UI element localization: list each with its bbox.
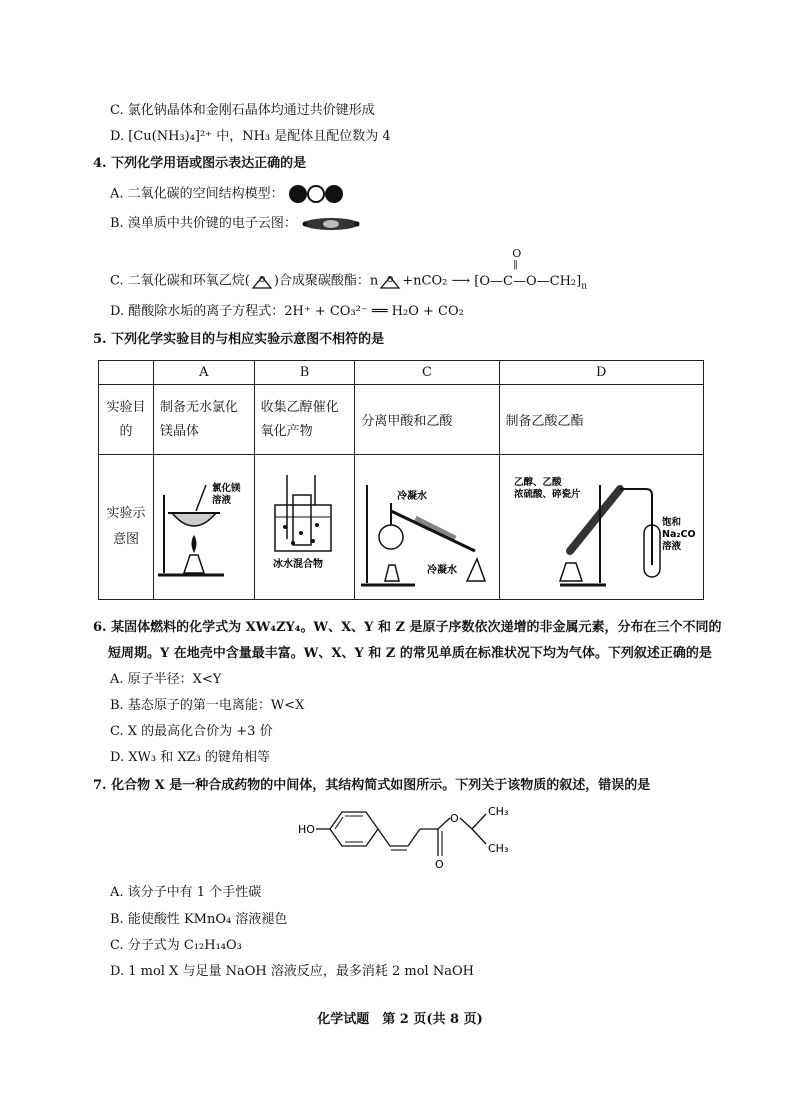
q6-option-d: D. XW₃ 和 XZ₃ 的键角相等 (110, 750, 270, 765)
col-header-d: D (499, 361, 703, 385)
polycarbonate-formula: [O—C—O—CH₂] (474, 273, 582, 289)
q5-stem: 5. 下列化学实验目的与相应实验示意图不相符的是 (93, 332, 385, 347)
page-footer: 化学试题 第 2 页(共 8 页) (317, 1012, 483, 1027)
mol-ch3-top: CH₃ (488, 805, 509, 818)
electron-cloud-icon (301, 216, 361, 232)
svg-text:饱和Na₂CO₃溶液: 饱和 Na₂CO₃ 溶液 (661, 517, 696, 552)
q6-option-c: C. X 的最高化合价为 +3 价 (110, 724, 273, 739)
purpose-d: 制备乙酸乙酯 (499, 385, 703, 455)
experiment-table (98, 360, 704, 600)
mol-ho: HO (298, 823, 315, 836)
purpose-a: 制备无水氯化镁晶体 (154, 385, 255, 455)
svg-text:乙醇、乙酸浓硫酸、碎瓷片: 乙醇、乙酸浓硫酸、碎瓷片 (513, 477, 581, 500)
q6-stem-line1: 6. 某固体燃料的化学式为 XW₄ZY₄。W、X、Y 和 Z 是原子序数依次递增的非金属元素，分布在三个不同的 (93, 620, 722, 635)
q7-option-d: D. 1 mol X 与足量 NaOH 溶液反应，最多消耗 2 mol NaOH (110, 964, 474, 979)
co2-model-icon (288, 183, 344, 205)
q4-option-b: B. 溴单质中共价键的电子云图： (110, 215, 361, 233)
svg-text:O: O (387, 275, 394, 284)
q6-option-b: B. 基态原子的第一电离能：W<X (110, 698, 305, 713)
label-cooling-water-in: 冷凝水 (397, 491, 428, 502)
q4-option-d: D. 醋酸除水垢的离子方程式：2H⁺ + CO₃²⁻ ══ H₂O + CO₂ (110, 304, 464, 319)
purpose-c: 分离甲酸和乙酸 (355, 385, 499, 455)
q7-option-a: A. 该分子中有 1 个手性碳 (110, 885, 262, 900)
q7-option-c: C. 分子式为 C₁₂H₁₄O₃ (110, 938, 242, 953)
label-cooling-water-out: 冷凝水 (427, 565, 458, 576)
q6-option-a: A. 原子半径：X<Y (110, 672, 222, 687)
row-label-purpose: 实验目的 (99, 385, 154, 455)
compound-x-structure (290, 800, 520, 876)
epoxide-icon-2 (378, 272, 402, 290)
q3-option-c: C. 氯化钠晶体和金刚石晶体均通过共价键形成 (110, 103, 375, 118)
ice-bath-apparatus-icon (255, 455, 351, 595)
svg-text:氯化镁溶液: 氯化镁溶液 (212, 483, 241, 506)
q3-complex-formula: [Cu(NH₃)₄]²⁺ (128, 129, 213, 144)
svg-text:O: O (258, 275, 266, 284)
evaporation-apparatus-icon (154, 455, 250, 595)
diagram-d (499, 455, 703, 600)
diagram-c (355, 455, 499, 600)
label-ice-water: 冰水混合物 (272, 559, 323, 570)
purpose-b: 收集乙醇催化氧化产物 (254, 385, 355, 455)
carbonyl-o: O (512, 246, 522, 260)
mol-o-ester: O (450, 812, 459, 825)
q4-option-a: A. 二氧化碳的空间结构模型： (110, 183, 344, 205)
label-reagents: 乙醇、乙酸 (513, 477, 562, 488)
q4-option-c: C. 二氧化碳和环氧乙烷( O )合成聚碳酸酯：n O +nCO₂ ⟶ O ‖ $[O—C—O—CH_2]_n$ (110, 246, 587, 292)
mol-ch3-bottom: CH₃ (488, 842, 509, 855)
diagram-b (254, 455, 355, 600)
esterification-apparatus-icon (500, 455, 696, 595)
q6-stem-line2: 短周期。Y 在地壳中含量最丰富。W、X、Y 和 Z 的常见单质在标准状况下均为气体。下列叙述正确的是 (108, 646, 712, 661)
mol-o-carbonyl: O (435, 858, 444, 871)
q3-option-d: D. [Cu(NH₃)₄]²⁺ 中，NH₃ 是配体且配位数为 4 (110, 129, 391, 144)
q4-stem: 4. 下列化学用语或图示表达正确的是 (93, 156, 307, 171)
q7-stem: 7. 化合物 X 是一种合成药物的中间体，其结构简式如图所示。下列关于该物质的叙述，错误的是 (93, 778, 651, 793)
epoxide-icon (250, 272, 274, 290)
distillation-apparatus-icon (355, 455, 493, 595)
label-mgcl2: 氯化镁 (212, 483, 241, 494)
q7-option-b: B. 能使酸性 KMnO₄ 溶液褪色 (110, 912, 288, 927)
col-header-c: C (355, 361, 499, 385)
col-header-b: B (254, 361, 355, 385)
col-header-a: A (154, 361, 255, 385)
row-label-diagram: 实验示意图 (99, 455, 154, 600)
label-na2co3: 饱和 (661, 517, 681, 528)
reaction-arrow-icon: ⟶ (451, 273, 471, 289)
diagram-a (154, 455, 255, 600)
